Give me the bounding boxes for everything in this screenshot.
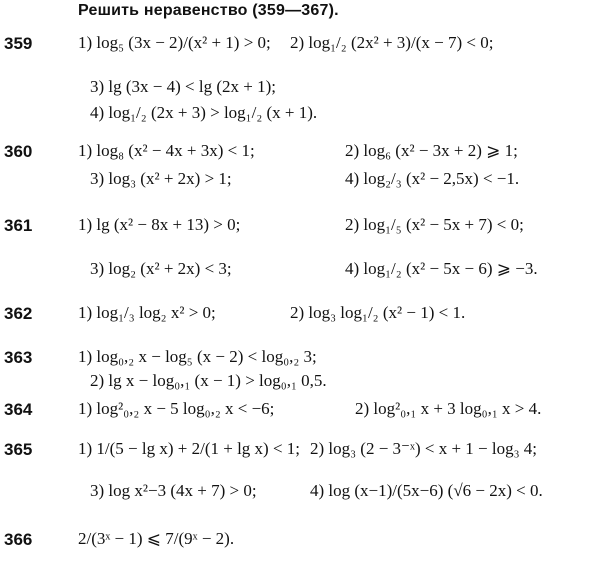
- problem-number: 362: [4, 304, 33, 323]
- problem-item: 1) log²₀,₂ x − 5 log₀,₂ x < −6;: [78, 399, 275, 418]
- problem-item: 2) log₃ (2 − 3⁻ˣ) < x + 1 − log₃ 4;: [310, 439, 537, 458]
- problem-item: 2) log₁/₂ (2x² + 3)/(x − 7) < 0;: [290, 33, 494, 52]
- problem-item: 2) log₁/₅ (x² − 5x + 7) < 0;: [345, 215, 524, 234]
- problem-item: 1) log₈ (x² − 4x + 3x) < 1;: [78, 141, 255, 160]
- problem-item: 2) log₃ log₁/₂ (x² − 1) < 1.: [290, 303, 466, 322]
- problem-number: 360: [4, 142, 33, 161]
- problem-item: 1) lg (x² − 8x + 13) > 0;: [78, 215, 241, 234]
- problem-number: 364: [4, 400, 33, 419]
- section-title: Решить неравенство (359—367).: [78, 2, 339, 19]
- problem-item: 4) log₁/₂ (2x + 3) > log₁/₂ (x + 1).: [90, 103, 318, 122]
- problem-item: 3) log₃ (x² + 2x) > 1;: [90, 169, 232, 188]
- problem-item: 3) log₂ (x² + 2x) < 3;: [90, 259, 232, 278]
- problem-number: 366: [4, 530, 33, 549]
- problem-item: 3) lg (3x − 4) < lg (2x + 1);: [90, 77, 276, 96]
- problem-number: 361: [4, 216, 33, 235]
- problem-item: 4) log₂/₃ (x² − 2,5x) < −1.: [345, 169, 520, 188]
- problem-item: 1) log₁/₃ log₂ x² > 0;: [78, 303, 216, 322]
- problem-item: 3) log x²−3 (4x + 7) > 0;: [90, 481, 257, 500]
- problem-item: 1) log₀,₂ x − log₅ (x − 2) < log₀,₂ 3;: [78, 347, 317, 366]
- problem-number: 365: [4, 440, 33, 459]
- problem-item: 4) log₁/₂ (x² − 5x − 6) ⩾ −3.: [345, 259, 538, 278]
- problem-item: 2/(3ˣ − 1) ⩽ 7/(9ˣ − 2).: [78, 529, 235, 548]
- problem-number: 359: [4, 34, 33, 53]
- problem-item: 1) 1/(5 − lg x) + 2/(1 + lg x) < 1;: [78, 439, 301, 458]
- problem-item: 2) log₆ (x² − 3x + 2) ⩾ 1;: [345, 141, 518, 160]
- problem-number: 363: [4, 348, 33, 367]
- problem-item: 1) log₅ (3x − 2)/(x² + 1) > 0;: [78, 33, 271, 52]
- problem-item: 2) lg x − log₀,₁ (x − 1) > log₀,₁ 0,5.: [90, 371, 327, 390]
- problem-item: 4) log (x−1)/(5x−6) (√6 − 2x) < 0.: [310, 481, 543, 500]
- problem-item: 2) log²₀,₁ x + 3 log₀,₁ x > 4.: [355, 399, 542, 418]
